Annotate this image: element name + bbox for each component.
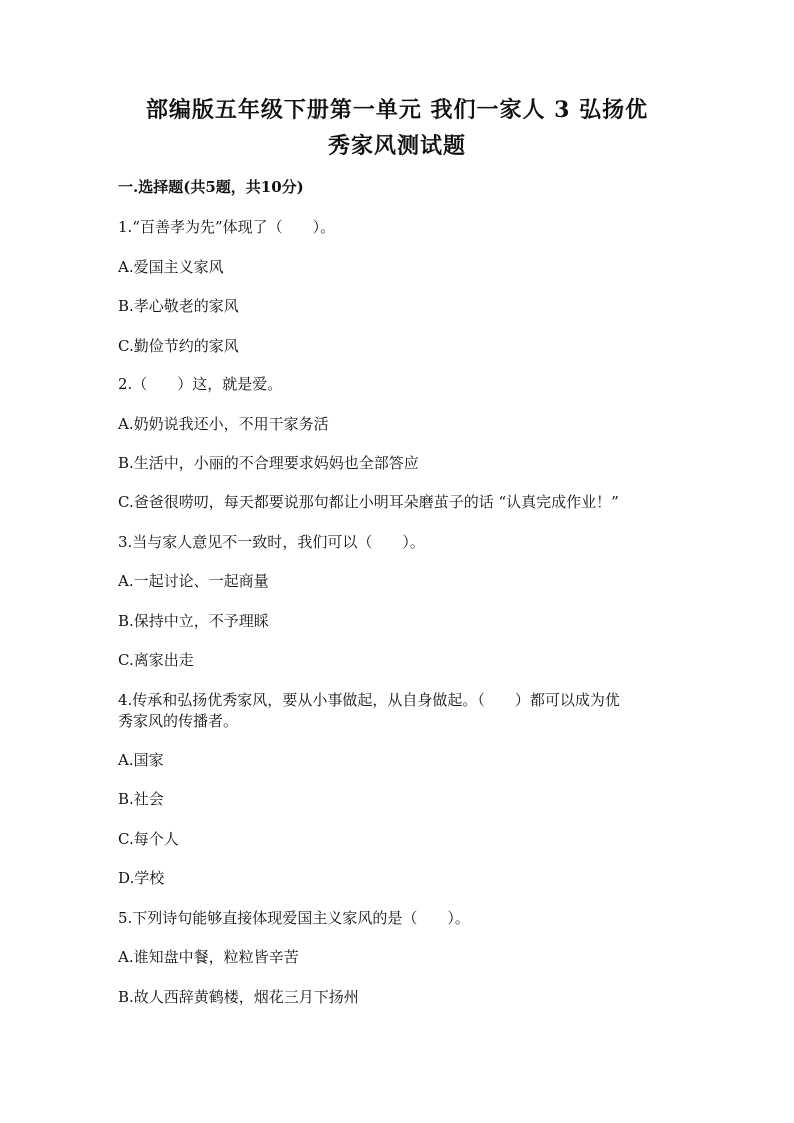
question-3-option-a: A.一起讨论、一起商量: [118, 572, 269, 590]
question-1-option-b: B.孝心敬老的家风: [118, 297, 239, 315]
question-4-stem-line-2: 秀家风的传播者。: [118, 712, 239, 730]
question-2-option-b: B.生活中，小丽的不合理要求妈妈也全部答应: [118, 454, 419, 472]
question-1-option-c: C.勤俭节约的家风: [118, 337, 239, 355]
question-5-option-a: A.谁知盘中餐，粒粒皆辛苦: [118, 948, 299, 966]
question-1-stem: 1.“百善孝为先”体现了（ ）。: [118, 218, 336, 236]
question-4-stem-line-1: 4.传承和弘扬优秀家风，要从小事做起，从自身做起。（ ）都可以成为优: [118, 691, 620, 709]
question-2-stem: 2.（ ）这，就是爱。: [118, 375, 283, 393]
question-4-option-b: B.社会: [118, 790, 164, 808]
question-3-option-b: B.保持中立，不予理睬: [118, 612, 269, 630]
question-5-option-b: B.故人西辞黄鹤楼，烟花三月下扬州: [118, 988, 359, 1006]
question-2-option-a: A.奶奶说我还小，不用干家务活: [118, 415, 329, 433]
page-title: [100, 92, 694, 164]
page-title-line-2: 秀家风测试题: [327, 133, 466, 159]
question-4-option-a: A.国家: [118, 751, 164, 769]
question-1-option-a: A.爱国主义家风: [118, 258, 224, 276]
question-3-option-c: C.离家出走: [118, 651, 194, 669]
question-4-option-c: C.每个人: [118, 830, 179, 848]
question-4-option-d: D.学校: [118, 869, 165, 887]
question-2-option-c: C.爸爸很唠叨，每天都要说那句都让小明耳朵磨茧子的话 “认真完成作业！”: [118, 493, 619, 511]
section-heading: 一.选择题(共5题，共10分): [118, 178, 304, 196]
question-5-stem: 5.下列诗句能够直接体现爱国主义家风的是（ ）。: [118, 909, 470, 927]
question-3-stem: 3.当与家人意见不一致时，我们可以（ ）。: [118, 533, 425, 551]
page-title-line-1: 部编版五年级下册第一单元 我们一家人 3 弘扬优: [145, 97, 649, 123]
